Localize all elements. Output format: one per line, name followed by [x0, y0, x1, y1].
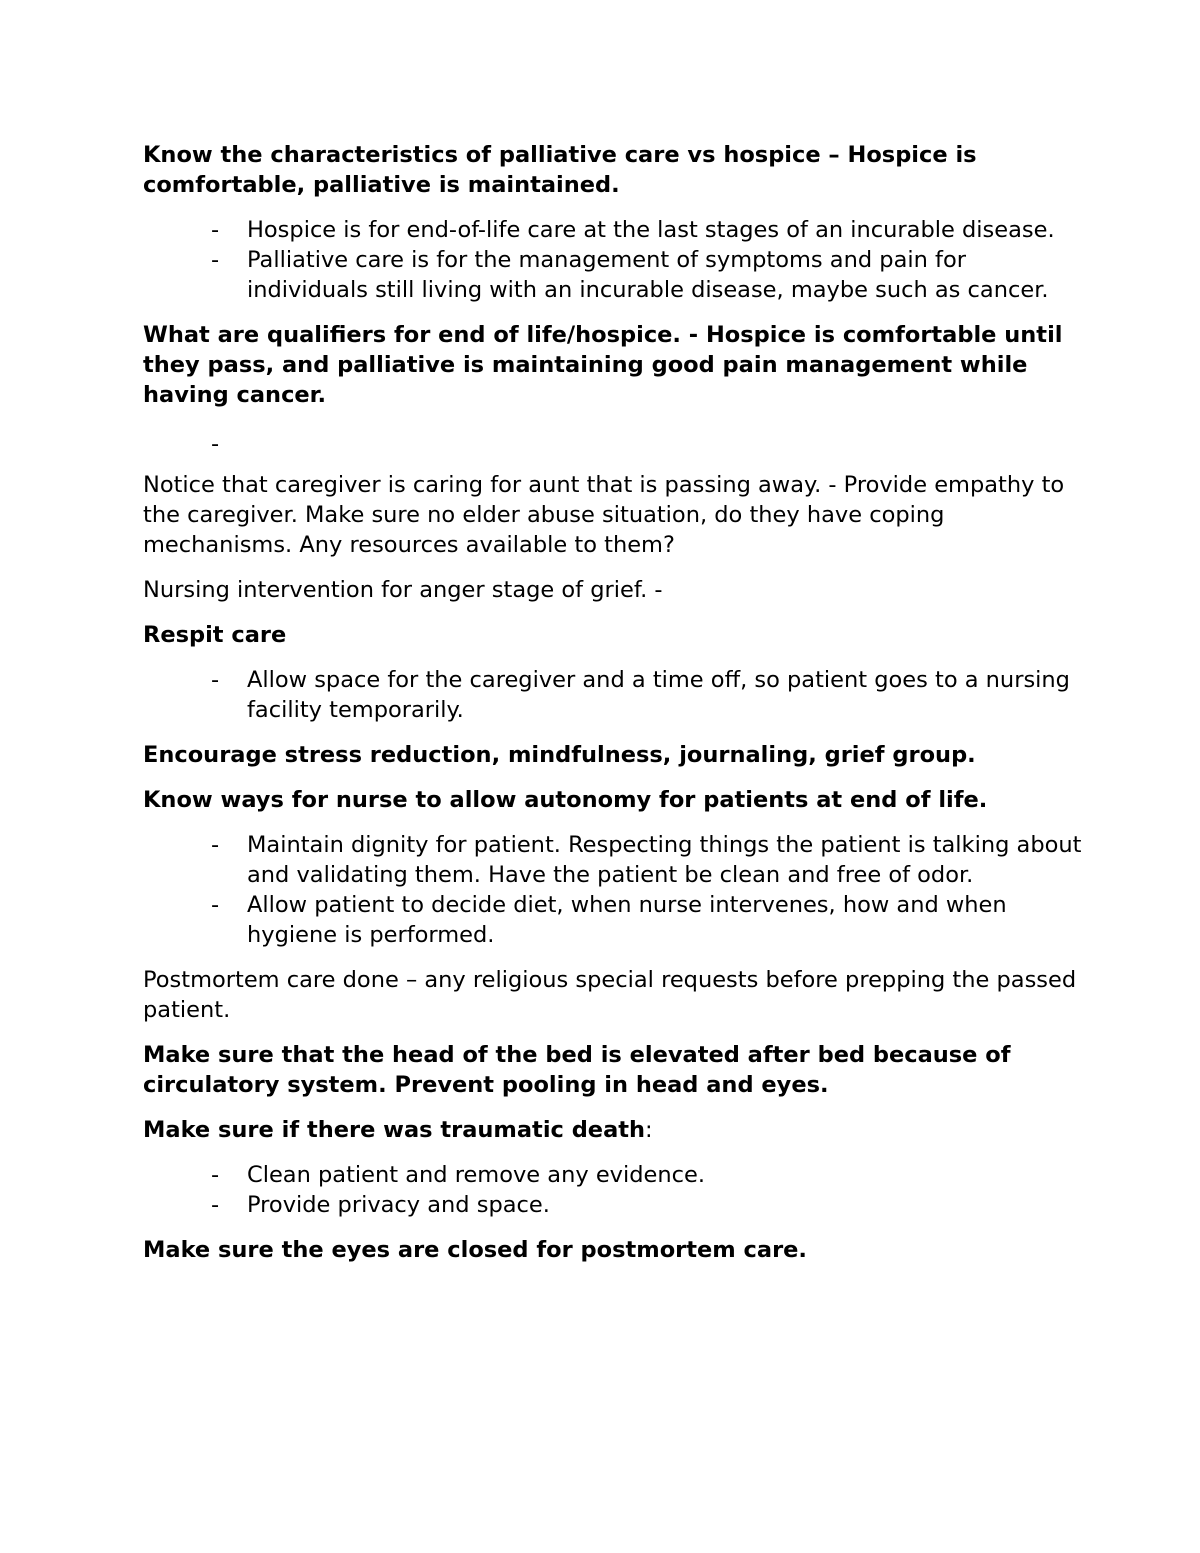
section-heading-head-of-bed: Make sure that the head of the bed is elevated after bed because of circulatory system. Prevent pooling in head and eyes. [143, 1042, 1011, 1098]
dash-bullet: - [211, 1162, 220, 1188]
list-item-text: Allow patient to decide diet, when nurse intervenes, how and when hygiene is performed. [247, 892, 1007, 948]
heading-text: Make sure if there was traumatic death [143, 1117, 646, 1143]
document-page [143, 140, 1083, 1280]
paragraph-caregiver: Notice that caregiver is caring for aunt that is passing away. - Provide empathy to the caregiver. Make sure no elder abuse situation, do they have coping mechanisms. Any resources available to them? [143, 472, 1065, 558]
list-autonomy [143, 830, 1083, 950]
section-heading-respite-care: Respit care [143, 622, 287, 648]
list-item [143, 1190, 1083, 1220]
paragraph-anger-stage: Nursing intervention for anger stage of grief. - [143, 577, 663, 603]
section-heading-autonomy: Know ways for nurse to allow autonomy for patients at end of life. [143, 787, 988, 813]
list-item [143, 890, 1083, 950]
dash-bullet: - [211, 832, 220, 858]
list-traumatic-death [143, 1160, 1083, 1220]
section-heading-qualifiers: What are qualifiers for end of life/hospice. - Hospice is comfortable until they pass, and palliative is maintaining good pain management while having cancer. [143, 322, 1063, 408]
dash-bullet: - [211, 892, 220, 918]
list-item-text: Clean patient and remove any evidence. [247, 1162, 705, 1188]
list-respite-care [143, 665, 1083, 725]
list-item-text: Maintain dignity for patient. Respecting things the patient is talking about and validating them. Have the patient be clean and free of odor. [247, 832, 1082, 888]
heading-colon: : [645, 1117, 653, 1143]
list-item-text: Palliative care is for the management of symptoms and pain for individuals still living with an incurable disease, maybe such as cancer. [247, 247, 1049, 303]
dash-bullet: - [211, 247, 220, 273]
section-heading-traumatic-death [143, 1115, 1083, 1145]
dash-bullet: - [211, 667, 220, 693]
paragraph-postmortem-care: Postmortem care done – any religious special requests before prepping the passed patient. [143, 967, 1077, 1023]
list-item [143, 830, 1083, 890]
empty-list-item [143, 425, 1083, 455]
dash-bullet: - [211, 431, 220, 457]
dash-bullet: - [211, 217, 220, 243]
section-heading-eyes-closed: Make sure the eyes are closed for postmortem care. [143, 1237, 807, 1263]
list-item [143, 665, 1083, 725]
list-item-text: Provide privacy and space. [247, 1192, 550, 1218]
list-palliative-vs-hospice [143, 215, 1083, 305]
list-item-text: Allow space for the caregiver and a time off, so patient goes to a nursing facility temporarily. [247, 667, 1070, 723]
dash-bullet: - [211, 1192, 220, 1218]
list-item [143, 245, 1083, 305]
section-heading-stress-reduction: Encourage stress reduction, mindfulness, journaling, grief group. [143, 742, 976, 768]
list-item [143, 1160, 1083, 1190]
list-item-text: Hospice is for end-of-life care at the last stages of an incurable disease. [247, 217, 1055, 243]
list-item [143, 215, 1083, 245]
section-heading-palliative-vs-hospice: Know the characteristics of palliative care vs hospice – Hospice is comfortable, palliative is maintained. [143, 142, 977, 198]
